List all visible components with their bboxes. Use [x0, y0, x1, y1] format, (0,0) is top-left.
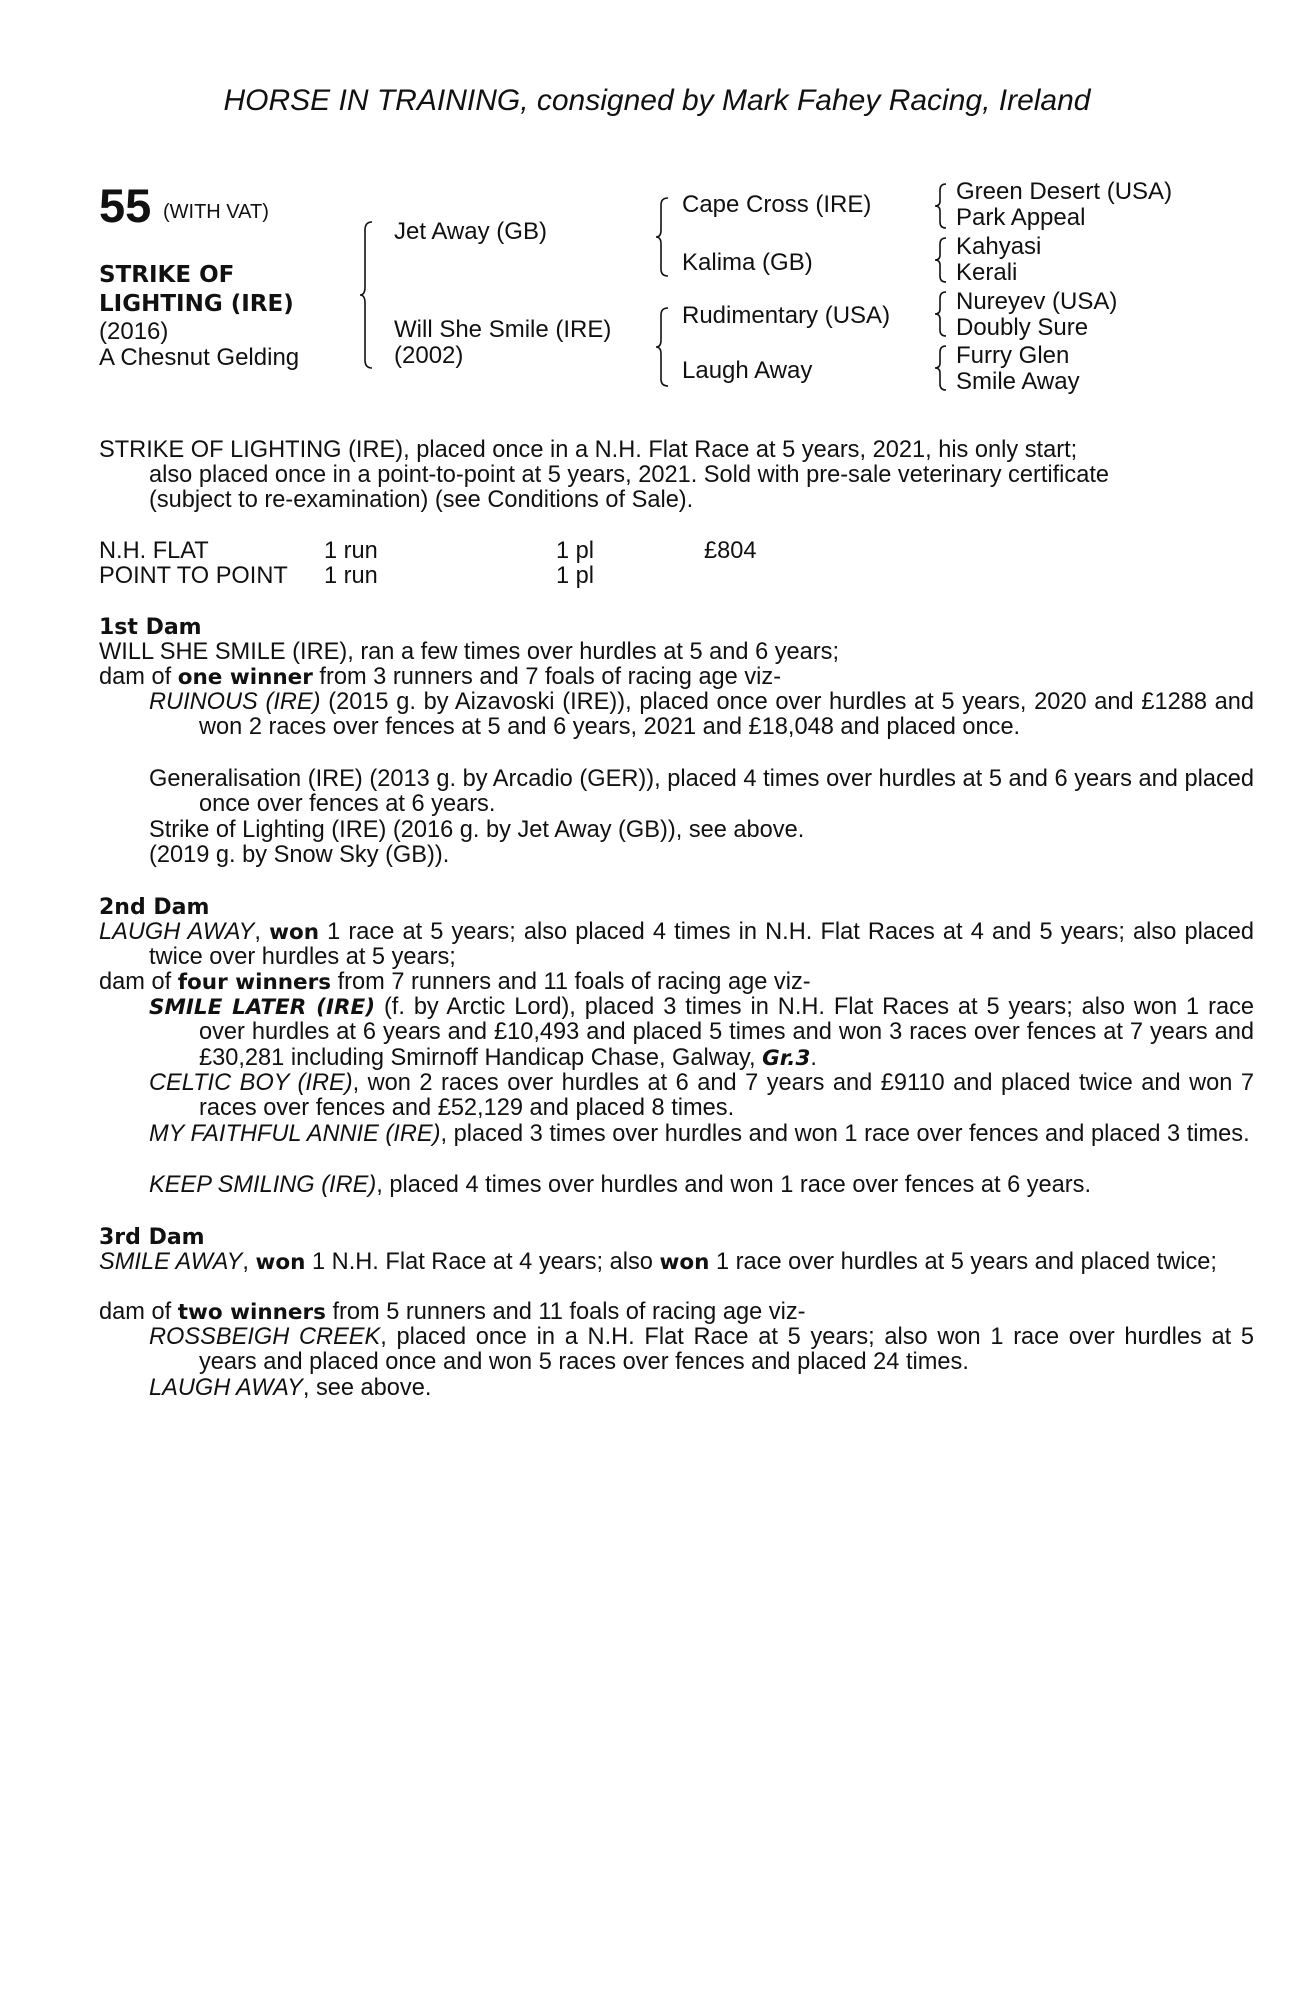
catalogue-header: HORSE IN TRAINING, consigned by Mark Fahey Racing, Ireland [223, 84, 1091, 117]
third-dam-summary: SMILE AWAY, won 1 N.H. Flat Race at 4 years; also won 1 race over hurdles at 5 years and placed twice; [99, 1249, 1217, 1275]
summary-line-1: STRIKE OF LIGHTING (IRE), placed once in a N.H. Flat Race at 5 years, 2021, his only start; [99, 437, 1078, 463]
pedigree-dam-sire: Rudimentary (USA) [682, 302, 891, 329]
produce-entry: MY FAITHFUL ANNIE (IRE), placed 3 times over hurdles and won 1 race over fences and placed 3 times. [149, 1121, 1250, 1147]
pedigree-dam: Will She Smile (IRE) [394, 316, 612, 343]
record-placed: 1 pl [556, 538, 595, 564]
pedigree-bracket [934, 182, 950, 232]
record-placed: 1 pl [556, 563, 595, 589]
pedigree-g1: Green Desert (USA) [956, 178, 1173, 205]
pedigree-bracket [934, 236, 950, 286]
pedigree-bracket [656, 196, 674, 278]
third-dam-heading: 3rd Dam [99, 1225, 205, 1250]
record-label: N.H. FLAT [99, 538, 209, 564]
produce-entry: Generalisation (IRE) (2013 g. by Arcadio (GER)), placed 4 times over hurdles at 5 and 6 years and placed once over fences at 6 years. [149, 766, 1254, 818]
pedigree-dam-year: (2002) [394, 342, 464, 369]
produce-entry: RUINOUS (IRE) (2015 g. by Aizavoski (IRE)), placed once over hurdles at 5 years, 2020 and £1288 and won 2 races over fences at 5 and 6 years, 2021 and £18,048 and placed once. [149, 689, 1254, 741]
record-label: POINT TO POINT [99, 563, 288, 589]
first-dam-heading: 1st Dam [99, 615, 202, 640]
produce-entry: SMILE LATER (IRE) (f. by Arctic Lord), placed 3 times in N.H. Flat Races at 5 years; also won 1 race over hurdles at 6 years and £10,493 and placed 5 times and won 3 races over fences at 7 years and £30,281 including Smirnoff Handicap Chase, Galway, Gr.3. [149, 994, 1254, 1071]
produce-entry: ROSSBEIGH CREEK, placed once in a N.H. Flat Race at 5 years; also won 1 race over hurdles at 5 years and placed once and won 5 races over fences and placed 24 times. [149, 1324, 1254, 1376]
summary-line-2: also placed once in a point-to-point at 5 years, 2021. Sold with pre-sale veterinary certificate [149, 462, 1110, 488]
horse-name-line2: LIGHTING (IRE) [99, 291, 294, 317]
produce-entry: KEEP SMILING (IRE), placed 4 times over hurdles and won 1 race over fences at 6 years. [149, 1172, 1091, 1198]
pedigree-g6: Doubly Sure [956, 314, 1089, 341]
first-dam-produce-line: dam of one winner from 3 runners and 7 foals of racing age viz- [99, 664, 782, 690]
produce-entry: LAUGH AWAY, see above. [149, 1375, 432, 1401]
pedigree-g7: Furry Glen [956, 342, 1070, 369]
vat-note: (WITH VAT) [163, 201, 269, 223]
pedigree-sire: Jet Away (GB) [394, 218, 547, 245]
second-dam-produce-line: dam of four winners from 7 runners and 11 foals of racing age viz- [99, 969, 811, 995]
lot-number: 55 [99, 179, 152, 232]
produce-entry: CELTIC BOY (IRE), won 2 races over hurdles at 6 and 7 years and £9110 and placed twice and won 7 races over fences and £52,129 and placed 8 times. [149, 1070, 1254, 1122]
record-earnings: £804 [704, 538, 757, 564]
second-dam-heading: 2nd Dam [99, 895, 210, 920]
pedigree-bracket [934, 344, 950, 394]
pedigree-g8: Smile Away [956, 368, 1080, 395]
pedigree-dam-dam: Laugh Away [682, 357, 813, 384]
horse-description: A Chesnut Gelding [99, 344, 300, 371]
pedigree-g5: Nureyev (USA) [956, 288, 1118, 315]
pedigree-g4: Kerali [956, 259, 1018, 286]
produce-entry: Strike of Lighting (IRE) (2016 g. by Jet Away (GB)), see above. [149, 817, 805, 843]
horse-year: (2016) [99, 318, 169, 345]
pedigree-g2: Park Appeal [956, 204, 1086, 231]
pedigree-bracket [934, 290, 950, 340]
record-runs: 1 run [324, 538, 378, 564]
pedigree-bracket [656, 306, 674, 388]
second-dam-summary: LAUGH AWAY, won 1 race at 5 years; also placed 4 times in N.H. Flat Races at 4 and 5 years; also placed twice over hurdles at 5 years; [99, 919, 1254, 971]
record-runs: 1 run [324, 563, 378, 589]
pedigree-sire-sire: Cape Cross (IRE) [682, 191, 872, 218]
third-dam-produce-line: dam of two winners from 5 runners and 11 foals of racing age viz- [99, 1299, 806, 1325]
produce-entry: (2019 g. by Snow Sky (GB)). [149, 842, 450, 868]
pedigree-g3: Kahyasi [956, 233, 1042, 260]
horse-name-line1: STRIKE OF [99, 262, 235, 288]
summary-line-3: (subject to re-examination) (see Conditions of Sale). [149, 487, 694, 513]
first-dam-summary: WILL SHE SMILE (IRE), ran a few times over hurdles at 5 and 6 years; [99, 639, 840, 665]
pedigree-bracket [360, 220, 380, 370]
pedigree-sire-dam: Kalima (GB) [682, 249, 813, 276]
